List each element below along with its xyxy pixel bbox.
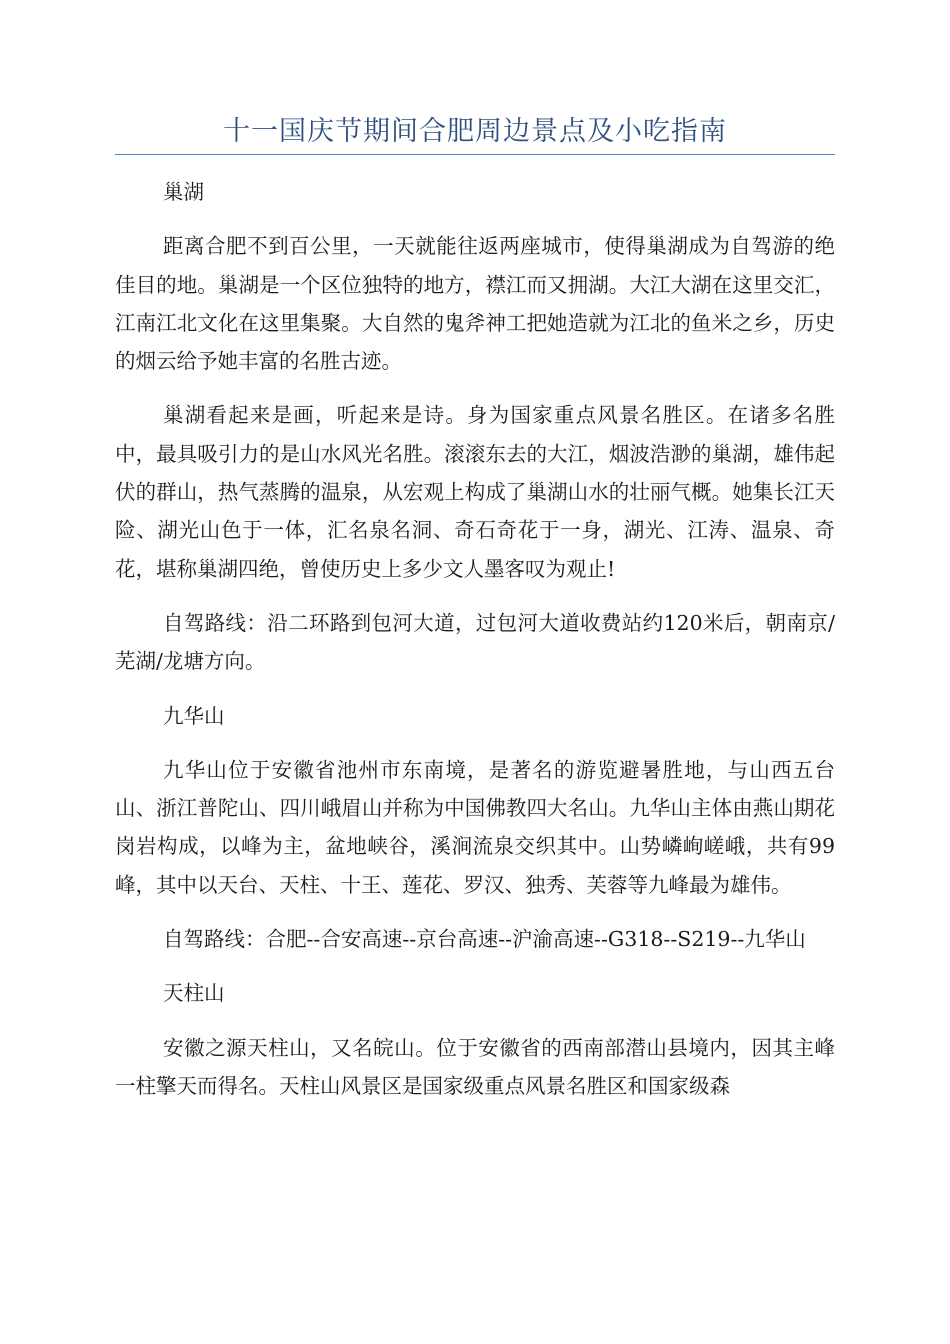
paragraph: 巢湖看起来是画，听起来是诗。身为国家重点风景名胜区。在诸多名胜中，最具吸引力的是山水风光名胜。滚滚东去的大江，烟波浩渺的巢湖，雄伟起伏的群山，热气蒸腾的温泉，从宏观上构成了巢湖山水的壮丽气概。她集长江天险、湖光山色于一体，汇名泉名洞、奇石奇花于一身，湖光、江涛、温泉、奇花，堪称巢湖四绝，曾使历史上多少文人墨客叹为观止! <box>115 403 835 581</box>
section-heading-chaohu: 巢湖 <box>163 180 204 204</box>
title-underline <box>115 154 835 155</box>
document-title: 十一国庆节期间合肥周边景点及小吃指南 <box>223 116 727 147</box>
paragraph: 安徽之源天柱山，又名皖山。位于安徽省的西南部潜山县境内，因其主峰一柱擎天而得名。天柱山风景区是国家级重点风景名胜区和国家级森 <box>115 1035 835 1098</box>
paragraph: 距离合肥不到百公里，一天就能往返两座城市，使得巢湖成为自驾游的绝佳目的地。巢湖是一个区位独特的地方，襟江而又拥湖。大江大湖在这里交汇，江南江北文化在这里集聚。大自然的鬼斧神工把她造就为江北的鱼米之乡，历史的烟云给予她丰富的名胜古迹。 <box>115 234 835 374</box>
document-body <box>115 173 835 1121</box>
driving-route-paragraph: 自驾路线：沿二环路到包河大道，过包河大道收费站约120米后，朝南京/芜湖/龙塘方向。 <box>115 610 835 674</box>
section-heading-jiuhuashan: 九华山 <box>163 703 225 728</box>
paragraph: 九华山位于安徽省池州市东南境，是著名的游览避暑胜地，与山西五台山、浙江普陀山、四川峨眉山并称为中国佛教四大名山。九华山主体由燕山期花岗岩构成，以峰为主，盆地峡谷，溪涧流泉交织其中。山势嶙峋嵯峨，共有99峰，其中以天台、天柱、十王、莲花、罗汉、独秀、芙蓉等九峰最为雄伟。 <box>115 757 835 897</box>
driving-route-paragraph: 自驾路线：合肥--合安高速--京台高速--沪渝高速--G318--S219--九华山 <box>163 927 806 952</box>
section-heading-tianzhushan: 天柱山 <box>163 981 225 1006</box>
